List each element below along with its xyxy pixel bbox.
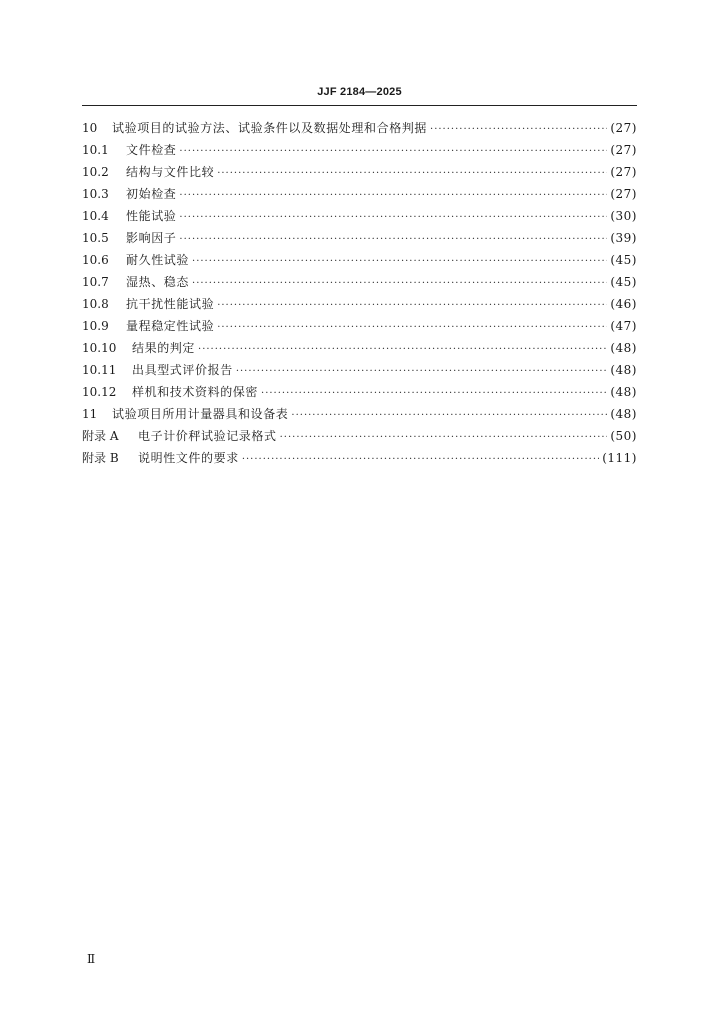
toc-entry-title: 试验项目的试验方法、试验条件以及数据处理和合格判据 [112,121,428,135]
toc-entry[interactable] [82,227,637,249]
toc-entry[interactable] [82,161,637,183]
toc-entry-number: 10.2 [82,165,109,179]
toc-entry-page: (48) [610,341,637,355]
toc-entry-page: (27) [610,165,637,179]
toc-leader-dots [217,317,607,339]
toc-leader-dots [192,251,607,273]
toc-entry-number: 10.6 [82,253,109,267]
toc-entry[interactable] [82,315,637,337]
toc-leader-dots [179,141,607,163]
toc-leader-dots [198,339,607,361]
toc-entry-title: 耐久性试验 [126,253,190,267]
toc-entry-number: 附录 A [82,429,119,443]
toc-entry[interactable] [82,249,637,271]
toc-leader-dots [261,383,607,405]
toc-entry[interactable] [82,447,637,469]
toc-entry[interactable] [82,205,637,227]
toc-entry-title: 样机和技术资料的保密 [132,385,259,399]
toc-entry[interactable] [82,381,637,403]
toc-entry-title: 电子计价秤试验记录格式 [138,429,277,443]
toc-entry-title: 文件检查 [126,143,177,157]
toc-entry-page: (39) [610,231,637,245]
toc-entry-title: 试验项目所用计量器具和设备表 [112,407,289,421]
toc-entry-title: 初始检查 [126,187,177,201]
toc-entry[interactable] [82,359,637,381]
toc-leader-dots [242,449,599,471]
toc-leader-dots [236,361,608,383]
toc-entry-number: 10.5 [82,231,109,245]
toc-entry-number: 10.8 [82,297,109,311]
toc-entry-number: 10.11 [82,363,117,377]
toc-leader-dots [179,229,607,251]
toc-entry-page: (48) [610,407,637,421]
toc-entry-page: (111) [602,451,637,465]
toc-leader-dots [280,427,608,449]
toc-entry-title: 结果的判定 [132,341,196,355]
toc-entry[interactable] [82,271,637,293]
toc-entry-page: (27) [610,143,637,157]
toc-leader-dots [179,185,607,207]
toc-entry-page: (46) [610,297,637,311]
toc-entry-number: 10 [82,121,98,135]
toc-entry-number: 11 [82,407,98,421]
toc-entry-number: 10.12 [82,385,117,399]
toc-entry-page: (47) [610,319,637,333]
toc-entry-title: 结构与文件比较 [126,165,215,179]
toc-entry-title: 影响因子 [126,231,177,245]
toc-entry[interactable] [82,337,637,359]
toc-entry-title: 说明性文件的要求 [138,451,239,465]
toc-leader-dots [430,119,607,141]
toc-leader-dots [179,207,607,229]
toc-leader-dots [291,405,607,427]
toc-entry-page: (27) [610,187,637,201]
toc-entry-page: (45) [610,275,637,289]
toc-entry-number: 10.4 [82,209,109,223]
toc-entry-page: (50) [610,429,637,443]
toc-leader-dots [217,163,607,185]
toc-entry-page: (48) [610,363,637,377]
toc-entry-number: 附录 B [82,451,119,465]
toc-entry-title: 出具型式评价报告 [132,363,233,377]
toc-entry-title: 量程稳定性试验 [126,319,215,333]
toc-entry[interactable] [82,183,637,205]
toc-entry-number: 10.1 [82,143,109,157]
toc-entry[interactable] [82,403,637,425]
document-header-code: JJF 2184—2025 [317,86,402,98]
toc-leader-dots [192,273,607,295]
toc-entry-page: (30) [610,209,637,223]
toc-leader-dots [217,295,607,317]
toc-entry-title: 抗干扰性能试验 [126,297,215,311]
table-of-contents [82,117,637,469]
toc-entry[interactable] [82,117,637,139]
toc-entry[interactable] [82,425,637,447]
toc-entry-title: 湿热、稳态 [126,275,190,289]
toc-entry-page: (45) [610,253,637,267]
toc-entry-number: 10.9 [82,319,109,333]
toc-entry[interactable] [82,139,637,161]
toc-entry-page: (48) [610,385,637,399]
toc-entry[interactable] [82,293,637,315]
toc-entry-number: 10.7 [82,275,109,289]
toc-entry-number: 10.3 [82,187,109,201]
page-number: Ⅱ [87,952,96,966]
toc-entry-page: (27) [610,121,637,135]
toc-entry-number: 10.10 [82,341,117,355]
header-rule [82,105,637,106]
toc-entry-title: 性能试验 [126,209,177,223]
